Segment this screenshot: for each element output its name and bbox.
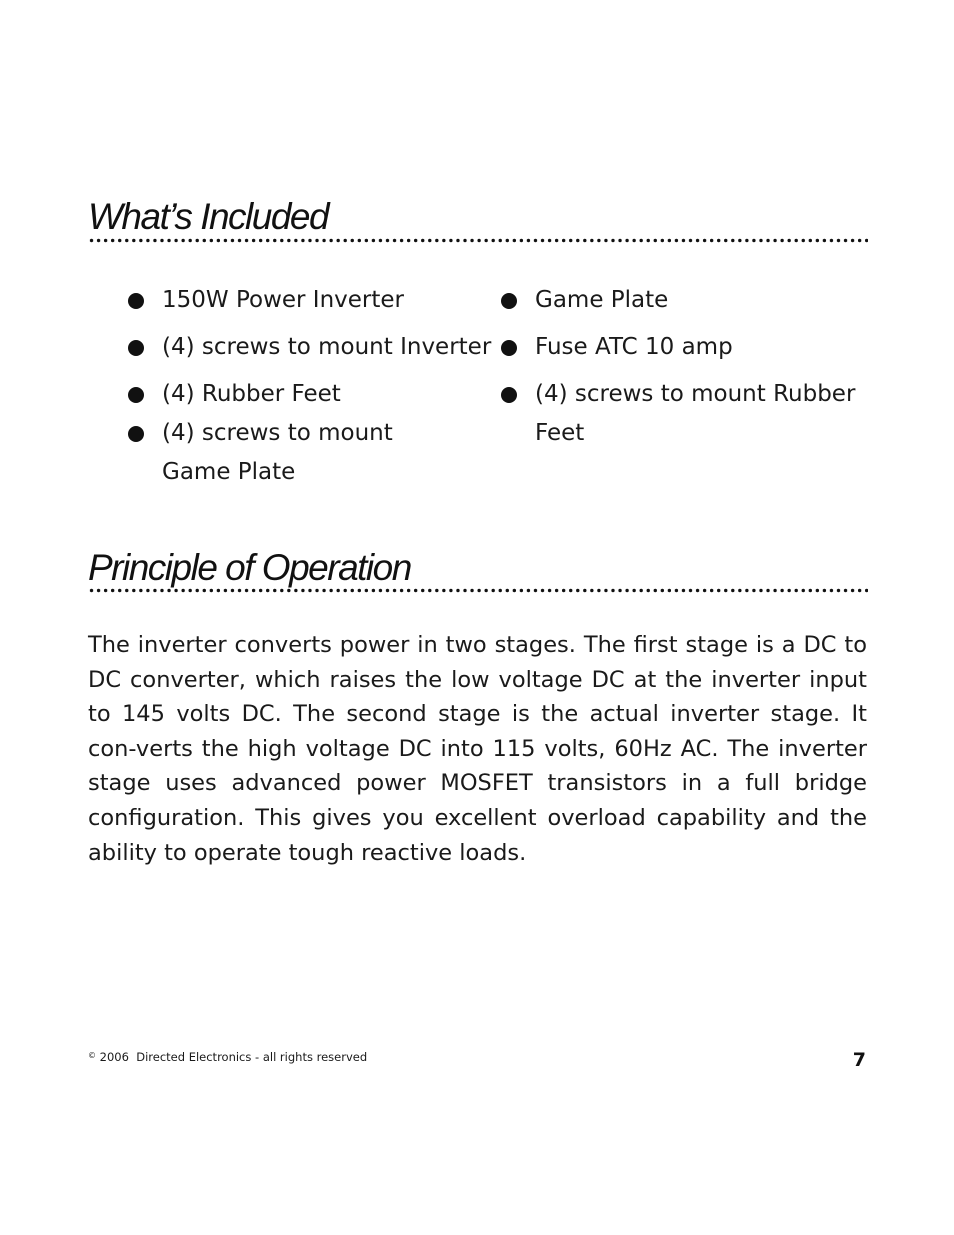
list-item	[501, 281, 865, 320]
list-item	[128, 414, 491, 492]
bullet-dot-icon	[128, 340, 144, 356]
list-item	[501, 375, 865, 453]
dotted-divider	[88, 588, 868, 593]
section-title-principle-of-operation: Principle of Operation	[88, 547, 411, 588]
operation-body-paragraph: The inverter converts power in two stages. The first stage is a DC to DC converter, which raises the low voltage DC at the inverter input to 145 volts DC. The second stage is the actual inverter stage. It con-verts the high voltage DC into 115 volts, 60Hz AC. The inverter stage uses advanced power MOSFET transistors in a full bridge configuration. This gives you excellent overload capability and the ability to operate tough reactive loads.	[88, 632, 867, 866]
included-items-left-column	[128, 281, 491, 500]
list-item	[128, 281, 491, 320]
list-item-label: (4) screws to mount Rubber Feet	[535, 381, 856, 446]
bullet-dot-icon	[501, 340, 517, 356]
bullet-dot-icon	[128, 387, 144, 403]
copyright-text: 2006 Directed Electronics - all rights reserved	[96, 1050, 368, 1064]
copyright-symbol: ©	[88, 1051, 96, 1060]
copyright-notice	[88, 1050, 367, 1064]
list-item	[128, 328, 491, 367]
included-items-right-column	[501, 281, 865, 461]
page-number: 7	[852, 1049, 866, 1071]
list-item-label: (4) screws to mount Game Plate	[162, 420, 393, 485]
list-item-label: (4) Rubber Feet	[162, 381, 341, 407]
section-title-whats-included: What’s Included	[88, 196, 329, 237]
bullet-dot-icon	[501, 293, 517, 309]
bullet-dot-icon	[128, 426, 144, 442]
list-item	[128, 375, 491, 414]
list-item-label: 150W Power Inverter	[162, 287, 405, 313]
dotted-divider	[88, 238, 868, 243]
bullet-dot-icon	[501, 387, 517, 403]
list-item-label: (4) screws to mount Inverter	[162, 334, 492, 360]
list-item-label: Game Plate	[535, 287, 669, 313]
list-item-label: Fuse ATC 10 amp	[535, 334, 733, 360]
bullet-dot-icon	[128, 293, 144, 309]
list-item	[501, 328, 865, 367]
